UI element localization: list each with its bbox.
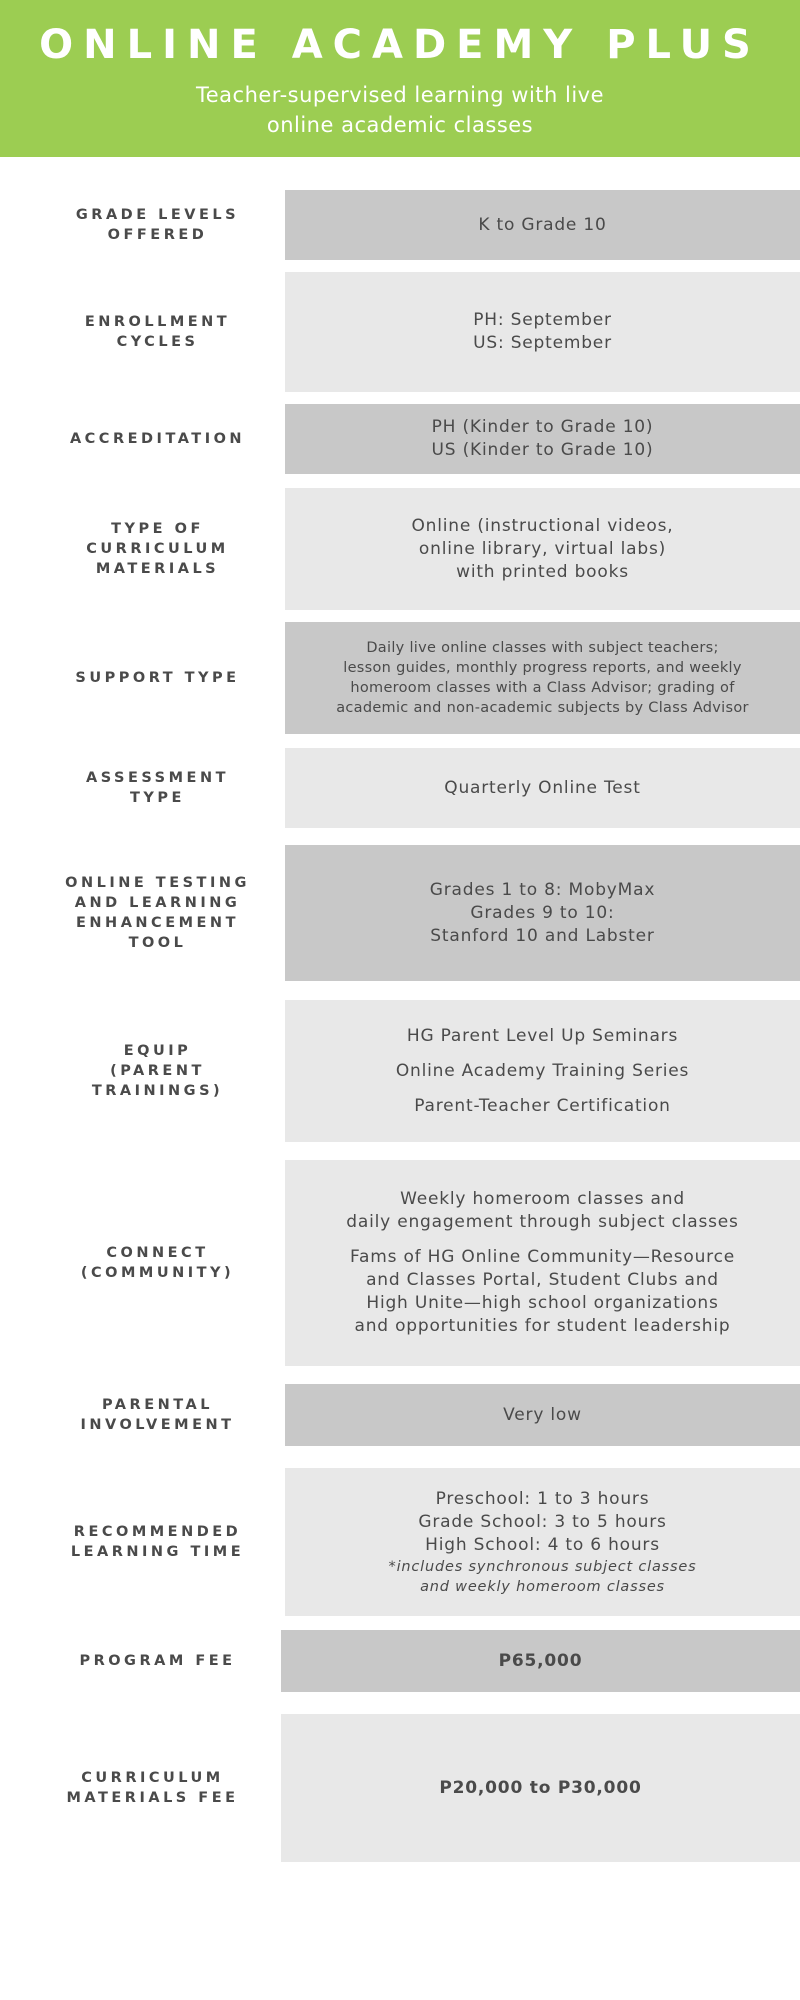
grade-levels-label (55, 190, 260, 260)
materials-fee-label (50, 1714, 255, 1862)
value-text: K to Grade 10 (478, 214, 607, 235)
label-line: PROGRAM FEE (79, 1653, 236, 1669)
label-line: SUPPORT TYPE (75, 670, 240, 686)
assessment-type-label (55, 748, 260, 828)
value-line: Parent-Teacher Certification (414, 1095, 671, 1116)
label-line: CURRICULUM (81, 1770, 224, 1786)
value-text: Quarterly Online Test (444, 777, 641, 798)
page-subtitle (150, 80, 650, 140)
parental-involvement-label (55, 1384, 260, 1446)
value-text: Very low (503, 1404, 582, 1425)
learning-time-value (285, 1468, 800, 1616)
note-line: *includes synchronous subject classes (388, 1558, 697, 1575)
equip-value (285, 1000, 800, 1142)
label-line: ENROLLMENT (84, 314, 231, 330)
label-line: LEARNING TIME (70, 1544, 245, 1560)
value-line: High School: 4 to 6 hours (425, 1534, 660, 1555)
grade-levels-value (285, 190, 800, 260)
curriculum-materials-label (55, 488, 260, 610)
value-line: and opportunities for student leadership (354, 1316, 731, 1336)
connect-label (55, 1160, 260, 1366)
value-line: and Classes Portal, Student Clubs and (366, 1270, 719, 1290)
value-line: Grade School: 3 to 5 hours (418, 1511, 667, 1532)
value-line: PH: September (473, 310, 612, 330)
assessment-type-value (285, 748, 800, 828)
label-line: MATERIALS FEE (66, 1790, 239, 1806)
value-line: Grades 1 to 8: MobyMax (429, 879, 656, 900)
label-line: GRADE LEVELS (75, 207, 240, 223)
label-line: AND LEARNING (74, 895, 241, 911)
label-line: OFFERED (107, 227, 208, 243)
value-line: lesson guides, monthly progress reports, and weekly (343, 660, 742, 676)
value-line: Daily live online classes with subject teachers; (366, 640, 719, 656)
accreditation-label (55, 404, 260, 474)
label-line: TYPE OF (111, 521, 204, 537)
value-line: academic and non-academic subjects by Class Advisor (336, 700, 749, 716)
online-testing-label (55, 845, 260, 981)
value-line: with printed books (456, 561, 629, 582)
materials-fee-value (281, 1714, 800, 1862)
label-line: RECOMMENDED (73, 1524, 242, 1540)
note-line: and weekly homeroom classes (420, 1578, 665, 1595)
program-fee-value (281, 1630, 800, 1692)
connect-value (285, 1160, 800, 1366)
value-text: P65,000 (498, 1650, 583, 1671)
value-line: US: September (473, 333, 612, 353)
support-type-value (285, 622, 800, 734)
value-line: homeroom classes with a Class Advisor; grading of (350, 680, 735, 696)
enrollment-cycles-value (285, 272, 800, 392)
label-line: ACCREDITATION (69, 431, 246, 447)
label-line: ENHANCEMENT (76, 915, 239, 931)
value-line: Weekly homeroom classes and (400, 1189, 685, 1209)
value-line: HG Parent Level Up Seminars (406, 1025, 679, 1046)
label-line: EQUIP (123, 1043, 192, 1059)
curriculum-materials-value (285, 488, 800, 610)
value-line: Fams of HG Online Community—Resource (350, 1247, 735, 1267)
value-line: Stanford 10 and Labster (430, 925, 655, 946)
online-testing-value (285, 845, 800, 981)
label-line: TOOL (128, 935, 187, 951)
label-line: INVOLVEMENT (80, 1417, 235, 1433)
program-fee-label (55, 1630, 260, 1692)
header-banner (0, 0, 800, 157)
subtitle-line: online academic classes (266, 113, 534, 137)
label-line: (PARENT (110, 1063, 205, 1079)
label-line: CONNECT (106, 1245, 209, 1261)
value-line: US (Kinder to Grade 10) (431, 440, 654, 460)
value-line: Preschool: 1 to 3 hours (435, 1488, 650, 1509)
value-line: Online (instructional videos, (411, 515, 674, 536)
label-line: MATERIALS (95, 561, 220, 577)
value-text: P20,000 to P30,000 (439, 1777, 642, 1798)
equip-label (55, 1000, 260, 1142)
value-line: PH (Kinder to Grade 10) (431, 417, 654, 437)
value-line: Grades 9 to 10: (470, 902, 615, 923)
learning-time-label (55, 1468, 260, 1616)
label-line: TRAININGS) (91, 1083, 224, 1099)
subtitle-line: Teacher-supervised learning with live (195, 83, 605, 107)
accreditation-value (285, 404, 800, 474)
label-line: ASSESSMENT (86, 770, 229, 786)
label-line: TYPE (130, 790, 185, 806)
value-line: High Unite—high school organizations (366, 1293, 719, 1313)
page-title: ONLINE ACADEMY PLUS (39, 22, 761, 68)
value-line: daily engagement through subject classes (346, 1212, 739, 1232)
value-line: Online Academy Training Series (395, 1060, 690, 1081)
label-line: (COMMUNITY) (80, 1265, 235, 1281)
label-line: PARENTAL (102, 1397, 213, 1413)
enrollment-cycles-label (55, 272, 260, 392)
support-type-label (55, 622, 260, 734)
label-line: ONLINE TESTING (65, 875, 250, 891)
value-line: online library, virtual labs) (418, 538, 667, 559)
label-line: CYCLES (116, 334, 199, 350)
label-line: CURRICULUM (86, 541, 229, 557)
parental-involvement-value (285, 1384, 800, 1446)
